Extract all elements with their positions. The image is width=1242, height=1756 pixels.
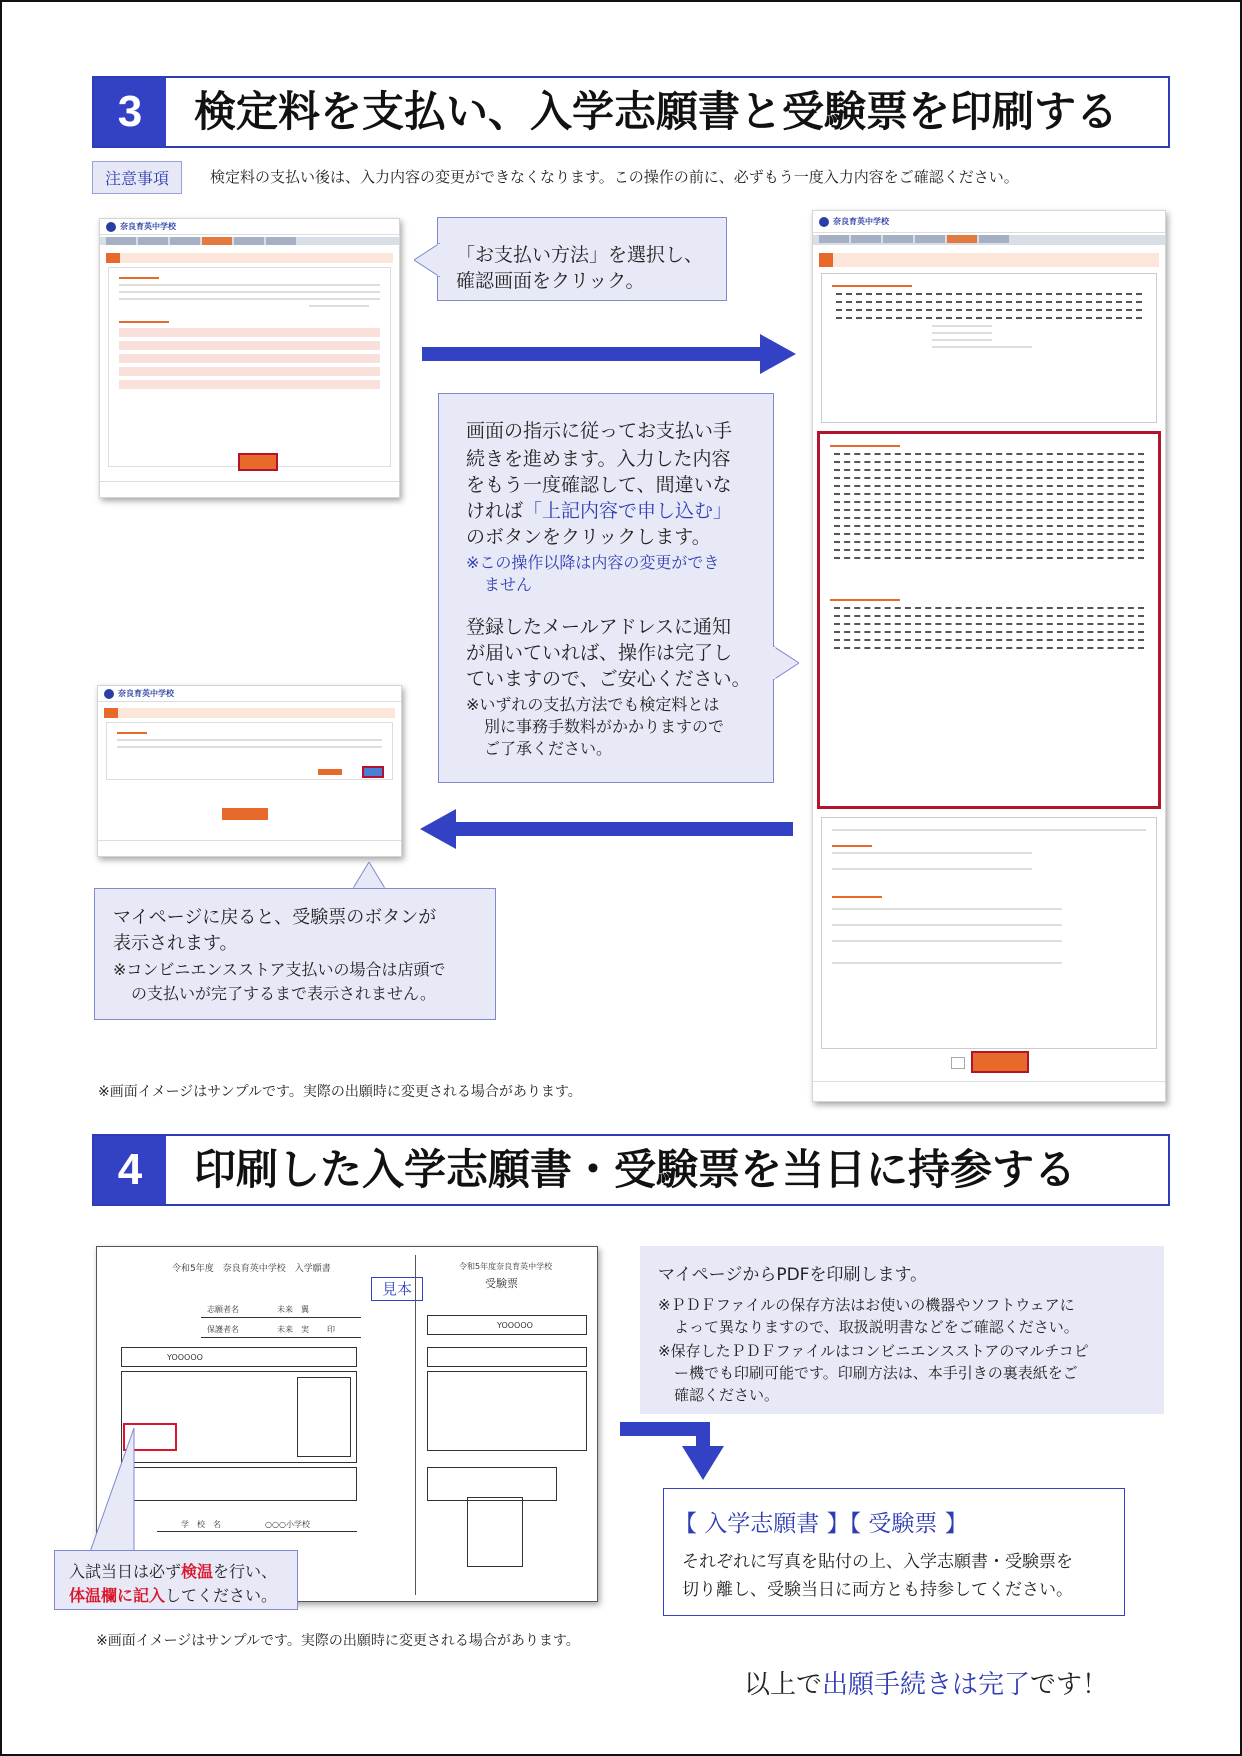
- arrow-right-head-icon: [760, 334, 796, 374]
- section-4-header: [92, 1134, 1170, 1206]
- school-logo-icon: [104, 689, 114, 699]
- speech-bubble-payment: 「お支払い方法」を選択し、 確認画面をクリック。: [437, 217, 727, 301]
- bubble-pointer: [773, 646, 799, 680]
- application-form-preview: 令和5年度 奈良育英中学校 入学願書 令和5年度奈良育英中学校 受験票 見本 志願者名 未来 翼 保護者名 未来 実 印 YOOOOO YOOOOO 学 校 名 ○○○小学校: [96, 1246, 598, 1602]
- arrow-down-icon: [620, 1422, 732, 1482]
- section-3-header: [92, 76, 1170, 148]
- screenshot-payment-method: [99, 218, 400, 498]
- new-application-button[interactable]: [222, 808, 268, 820]
- sample-stamp: 見本: [371, 1277, 423, 1301]
- arrow-right: [422, 347, 767, 361]
- completion-message: 以上で出願手続きは完了です！: [744, 1670, 1109, 1700]
- step-heading: [106, 253, 393, 263]
- school-logo-icon: [819, 217, 829, 227]
- payment-option[interactable]: [119, 367, 380, 376]
- submit-application-button[interactable]: [971, 1051, 1029, 1073]
- screen-footer: [100, 481, 400, 498]
- confirm-button[interactable]: [238, 453, 278, 471]
- bubble-pointer: [414, 243, 440, 277]
- step-tabs: [100, 237, 399, 245]
- speech-bubble-mypage: マイページに戻ると、受験票のボタンが 表示されます。 ※コンビニエンスストア支払いの場合は店頭で の支払いが完了するまで表示されません。: [94, 888, 496, 1020]
- screenshot-mypage: [97, 685, 402, 857]
- bring-items-box: 【 入学志願書 】【 受験票 】 それぞれに写真を貼付の上、入学志願書・受験票を 切り離し、受験当日に両方とも持参してください。: [663, 1488, 1125, 1616]
- print-info-panel: マイページからPDFを印刷します。 ※ＰＤＦファイルの保存方法はお使いの機器やソフトウェアに よって異なりますので、取扱説明書などをご確認ください。 ※保存したＰＤＦファイルはコンビニエンスストアのマルチコピ ー機でも印刷可能です。印刷方法は、本手引きの裏表紙をご 確認ください。: [640, 1246, 1164, 1414]
- section-number: 4: [94, 1136, 166, 1204]
- screen-footer: [98, 840, 402, 857]
- payment-option[interactable]: [119, 354, 380, 363]
- callout-pointer: [60, 1428, 150, 1554]
- sample-note: ※画面イメージはサンプルです。実際の出願時に変更される場合があります。: [98, 1084, 582, 1100]
- exam-ticket-button[interactable]: [362, 766, 384, 778]
- arrow-left-head-icon: [420, 809, 456, 849]
- step-heading: [819, 253, 1159, 267]
- notice-text: 検定料の支払い後は、入力内容の変更ができなくなります。この操作の前に、必ずもう一度入力内容をご確認ください。: [210, 168, 1019, 186]
- screen-footer: [813, 1081, 1166, 1102]
- speech-bubble-instructions: 画面の指示に従ってお支払い手 続きを進めます。入力した内容 をもう一度確認して、間違いな ければ「上記内容で申し込む」 のボタンをクリックします。 ※この操作以降は内容の変更ができ ません 登録したメールアドレスに通知 が届いていれば、操作は完了し ていますので、ご安心ください。 ※いずれの支払方法でも検定料とは 別に事務手数料がかかりますので ご了承ください。: [438, 393, 774, 783]
- back-button[interactable]: [951, 1057, 965, 1069]
- status-badge: [318, 769, 342, 775]
- bubble-pointer: [352, 862, 386, 890]
- screenshot-confirm-application: [812, 210, 1166, 1102]
- applicant-info-highlight: [817, 431, 1161, 809]
- notice-badge: 注意事項: [92, 161, 182, 194]
- callout-temperature: 入試当日は必ず検温を行い、 体温欄に記入してください。: [54, 1550, 298, 1610]
- section-number: 3: [94, 78, 166, 146]
- payment-option[interactable]: [119, 380, 380, 389]
- payment-option[interactable]: [119, 341, 380, 350]
- school-header: 奈良育英中学校: [98, 686, 401, 702]
- section-title: 印刷した入学志願書・受験票を当日に持参する: [194, 1145, 1077, 1194]
- school-header: 奈良育英中学校: [813, 211, 1165, 233]
- payment-option[interactable]: [119, 328, 380, 337]
- section-title: 検定料を支払い、入学志願書と受験票を印刷する: [194, 87, 1119, 136]
- school-header: 奈良育英中学校: [100, 219, 399, 235]
- school-logo-icon: [106, 222, 116, 232]
- arrow-left: [453, 822, 793, 836]
- sample-note: ※画面イメージはサンプルです。実際の出願時に変更される場合があります。: [96, 1633, 580, 1649]
- page-heading: [104, 708, 395, 718]
